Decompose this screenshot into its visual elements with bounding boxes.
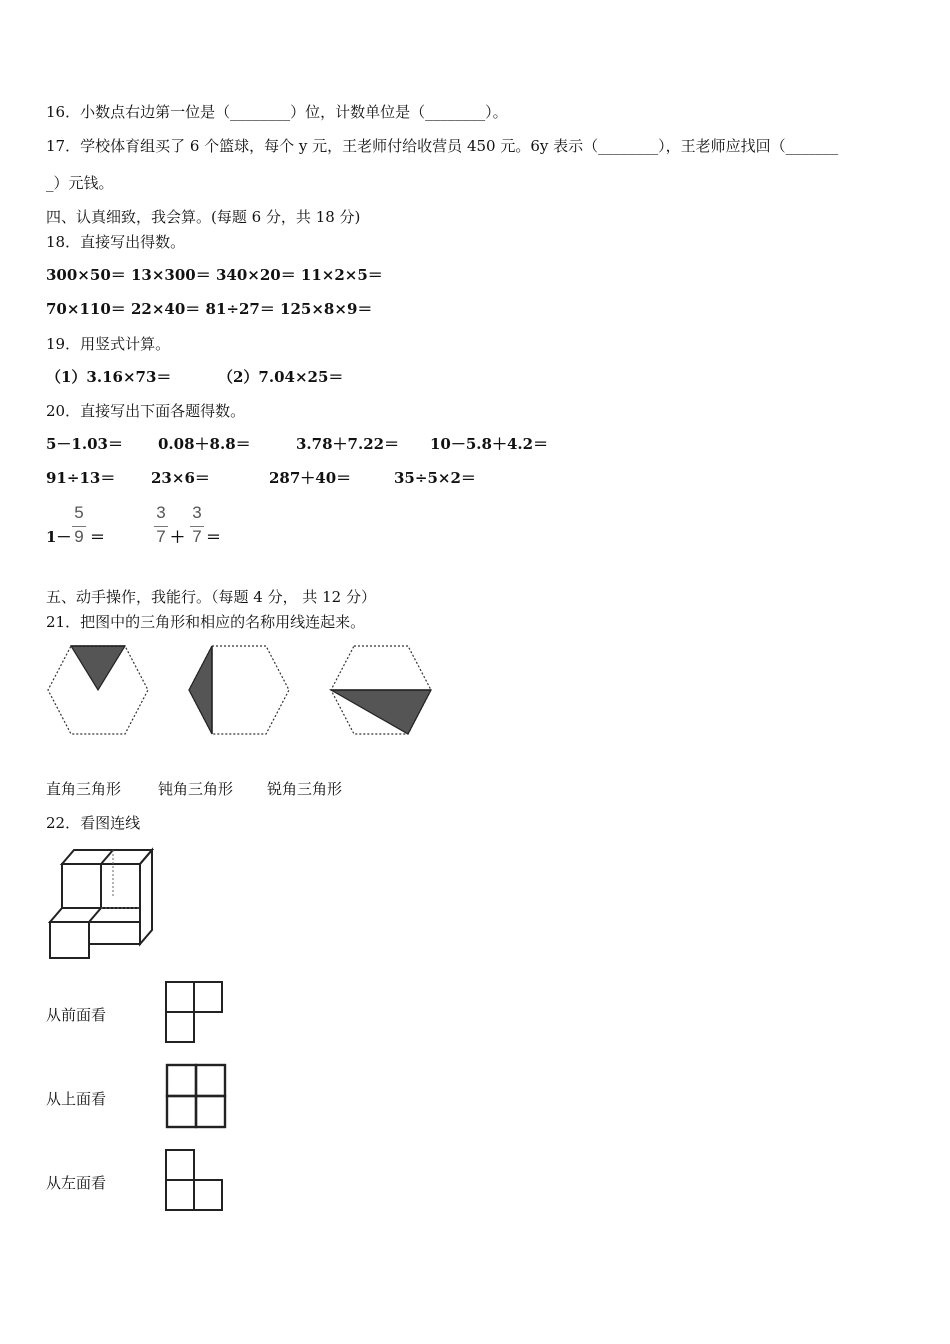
- hexagon-obtuse-triangle-figure: [329, 644, 433, 736]
- fraction-numerator: 3: [192, 503, 202, 522]
- q20-r2-item-4: 35÷5×2＝: [394, 469, 476, 487]
- fraction-denominator: 9: [74, 527, 84, 546]
- section-5-heading: 五、动手操作，我能行。（每题 4 分， 共 12 分）: [46, 588, 376, 606]
- fraction-denominator: 7: [192, 527, 202, 546]
- fraction-numerator: 5: [74, 503, 84, 522]
- question-17-line1: 17．学校体育组买了 6 个篮球，每个 y 元，王老师付给收营员 450 元。6y 表示（________），王老师应找回（_______: [46, 137, 839, 155]
- question-19: 19．用竖式计算。: [46, 335, 171, 353]
- view-shape-square: [165, 1063, 227, 1129]
- q20-r2-item-2: 23×6＝: [151, 469, 210, 487]
- question-21: 21．把图中的三角形和相应的名称用线连起来。: [46, 613, 366, 631]
- question-20: 20．直接写出下面各题得数。: [46, 402, 246, 420]
- view-shape-l-lower: [164, 1148, 224, 1212]
- view-label-front: 从前面看: [46, 1006, 107, 1024]
- q20-r1-item-1: 5－1.03＝: [46, 435, 123, 453]
- q18-row-1: 300×50＝ 13×300＝ 340×20＝ 11×2×5＝: [46, 266, 383, 284]
- view-label-top: 从上面看: [46, 1090, 107, 1108]
- q19-item-1: （1）3.16×73＝: [46, 368, 172, 386]
- hexagon-left-triangle-figure: [187, 644, 291, 736]
- q20-r3-item-1-prefix: 1－: [46, 528, 72, 546]
- q20-r2-item-3: 287＋40＝: [269, 469, 352, 487]
- fraction-numerator: 3: [156, 503, 166, 522]
- fraction-denominator: 7: [156, 527, 166, 546]
- hexagon-acute-triangle-figure: [46, 644, 150, 736]
- q19-item-2: （2）7.04×25＝: [218, 368, 344, 386]
- q20-r3-item-2-equals: ＝: [206, 528, 222, 546]
- q20-r1-item-2: 0.08＋8.8＝: [158, 435, 251, 453]
- q20-r3-item-1-equals: ＝: [90, 528, 106, 546]
- section-4-heading: 四、认真细致，我会算。(每题 6 分，共 18 分): [46, 208, 361, 226]
- view-shape-l-upper: [164, 980, 224, 1044]
- q18-row-2: 70×110＝ 22×40＝ 81÷27＝ 125×8×9＝: [46, 300, 373, 318]
- question-16: 16．小数点右边第一位是（________）位，计数单位是（________）。: [46, 103, 508, 121]
- label-obtuse-triangle: 钝角三角形: [158, 780, 234, 798]
- label-right-triangle: 直角三角形: [46, 780, 122, 798]
- question-17-line2: _）元钱。: [46, 174, 114, 192]
- question-22: 22．看图连线: [46, 814, 141, 832]
- label-acute-triangle: 锐角三角形: [267, 780, 343, 798]
- cube-stack-figure: [46, 846, 156, 962]
- view-label-left: 从左面看: [46, 1174, 107, 1192]
- q20-r1-item-4: 10－5.8＋4.2＝: [430, 435, 549, 453]
- plus-sign: ＋: [170, 528, 186, 546]
- q20-r1-item-3: 3.78＋7.22＝: [296, 435, 400, 453]
- q20-r2-item-1: 91÷13＝: [46, 469, 116, 487]
- question-18: 18．直接写出得数。: [46, 233, 186, 251]
